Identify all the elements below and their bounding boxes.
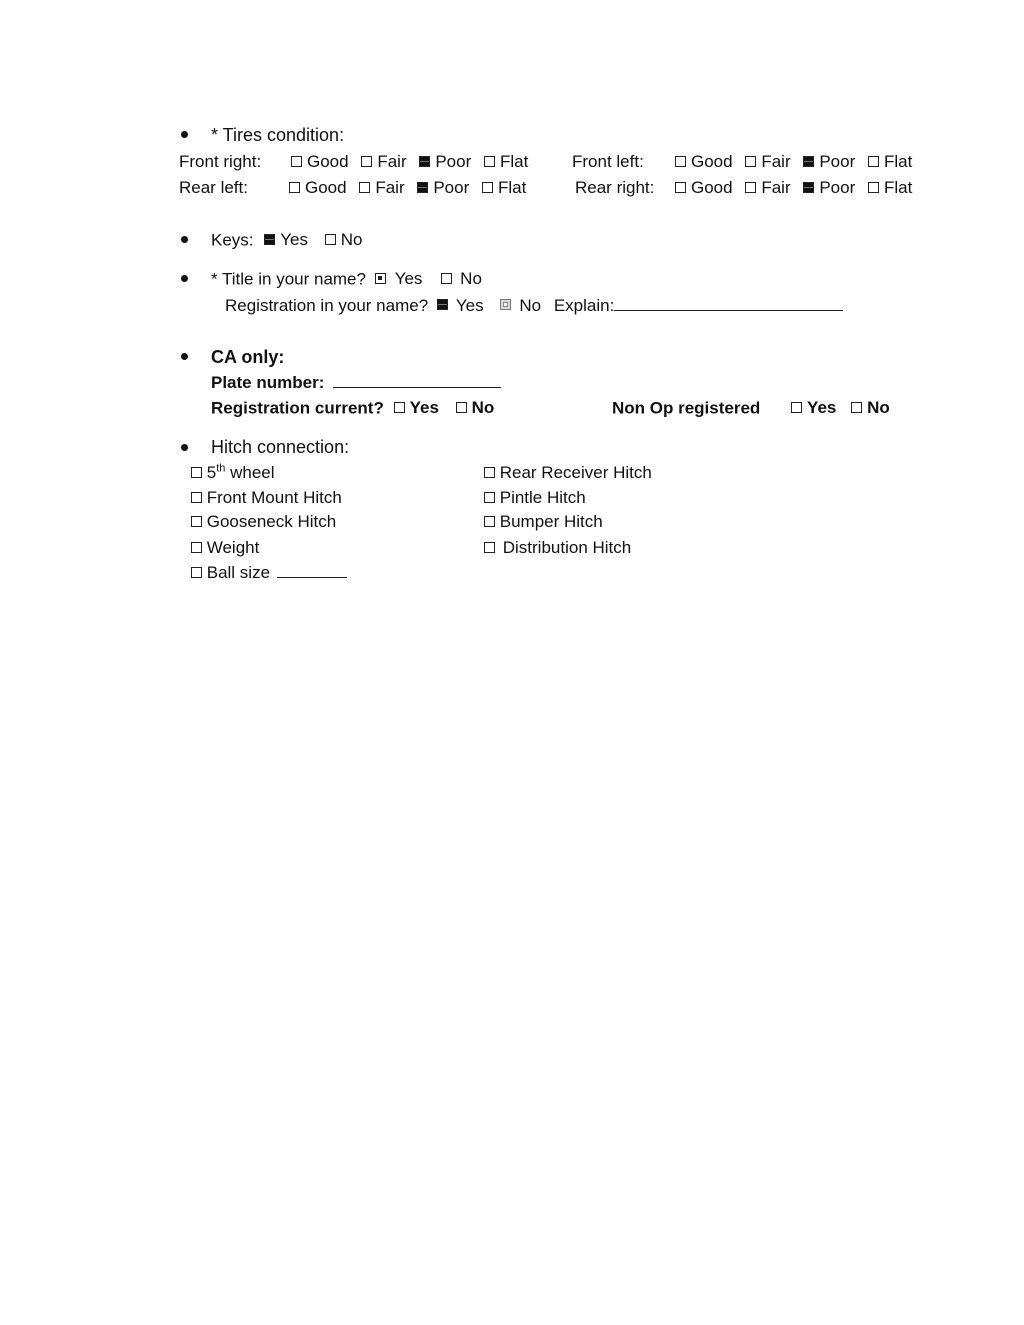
checkbox-icon[interactable] <box>484 516 495 527</box>
front-right-good[interactable]: Good <box>291 152 349 172</box>
rear-right-label: Rear right: <box>575 178 655 197</box>
explain-line[interactable] <box>614 295 843 311</box>
front-right-flat[interactable]: Flat <box>484 152 528 172</box>
front-left-label: Front left: <box>572 152 644 171</box>
rear-left-good[interactable]: Good <box>289 178 347 198</box>
rear-right-poor[interactable]: Poor <box>803 178 855 198</box>
checked-box-icon[interactable] <box>803 156 814 167</box>
hitch-pintle[interactable]: Pintle Hitch <box>484 488 586 508</box>
registration-row <box>225 295 843 316</box>
checkbox-icon[interactable] <box>191 467 202 478</box>
ball-size-line[interactable] <box>277 562 347 578</box>
reg-current-yes[interactable]: Yes <box>394 398 439 418</box>
checked-box-icon[interactable] <box>437 299 448 310</box>
checked-box-icon[interactable] <box>417 182 428 193</box>
nonop-row <box>612 398 898 419</box>
front-left-poor[interactable]: Poor <box>803 152 855 172</box>
hitch-front-mount[interactable]: Front Mount Hitch <box>191 488 342 508</box>
checkbox-icon[interactable] <box>191 567 202 578</box>
nonop-no[interactable]: No <box>851 398 890 418</box>
nonop-yes[interactable]: Yes <box>791 398 836 418</box>
bullet <box>181 131 188 138</box>
bullet <box>181 236 188 243</box>
plate-line[interactable] <box>333 372 501 388</box>
rear-right-fair[interactable]: Fair <box>745 178 790 198</box>
checkbox-icon[interactable] <box>191 542 202 553</box>
checked-box-icon[interactable] <box>803 182 814 193</box>
nonop-label: Non Op registered <box>612 398 761 418</box>
reg-current-no[interactable]: No <box>456 398 495 418</box>
rear-left-poor[interactable]: Poor <box>417 178 469 198</box>
keys-label: Keys: <box>211 230 254 250</box>
checkbox-icon[interactable] <box>484 492 495 503</box>
front-right-options <box>291 152 536 173</box>
checkbox-icon[interactable] <box>675 156 686 167</box>
dotted-box-icon[interactable] <box>375 273 386 284</box>
rear-left-options <box>289 178 534 199</box>
hitch-gooseneck[interactable]: Gooseneck Hitch <box>191 512 336 532</box>
rear-right-good[interactable]: Good <box>675 178 733 198</box>
plate-row <box>211 372 501 393</box>
checkbox-icon[interactable] <box>745 182 756 193</box>
rear-left-label: Rear left: <box>179 178 248 197</box>
bullet <box>181 444 188 451</box>
hitch-bumper[interactable]: Bumper Hitch <box>484 512 603 532</box>
registration-yes[interactable]: Yes <box>437 296 484 316</box>
front-right-poor[interactable]: Poor <box>419 152 471 172</box>
hitch-distribution[interactable]: Distribution Hitch <box>484 538 631 558</box>
title-yes[interactable]: Yes <box>375 269 423 289</box>
ca-heading: CA only: <box>211 347 285 367</box>
checkbox-icon[interactable] <box>325 234 336 245</box>
tires-heading: * Tires condition: <box>211 125 345 145</box>
reg-current-row <box>211 398 502 419</box>
front-left-options <box>675 152 920 173</box>
checkbox-icon[interactable] <box>745 156 756 167</box>
keys-no[interactable]: No <box>325 230 363 250</box>
registration-no[interactable]: No <box>500 296 541 316</box>
bullet <box>181 275 188 282</box>
checked-box-icon[interactable] <box>264 234 275 245</box>
checkbox-icon[interactable] <box>441 273 452 284</box>
bullet <box>181 353 188 360</box>
title-row <box>211 269 490 290</box>
hitch-rear-receiver[interactable]: Rear Receiver Hitch <box>484 463 652 483</box>
checkbox-icon[interactable] <box>456 402 467 413</box>
checkbox-icon[interactable] <box>394 402 405 413</box>
rear-right-flat[interactable]: Flat <box>868 178 912 198</box>
checkbox-icon[interactable] <box>868 156 879 167</box>
rear-right-options <box>675 178 920 199</box>
hitch-ball-size[interactable]: Ball size <box>191 562 347 583</box>
rear-left-fair[interactable]: Fair <box>359 178 404 198</box>
hitch-fifth-wheel[interactable]: 5th wheel <box>191 463 275 483</box>
hitch-heading: Hitch connection: <box>211 437 350 457</box>
checkbox-icon[interactable] <box>868 182 879 193</box>
front-right-fair[interactable]: Fair <box>361 152 406 172</box>
checkbox-icon[interactable] <box>191 492 202 503</box>
title-no[interactable]: No <box>441 269 482 289</box>
front-left-good[interactable]: Good <box>675 152 733 172</box>
checkbox-icon[interactable] <box>361 156 372 167</box>
front-left-fair[interactable]: Fair <box>745 152 790 172</box>
checkbox-icon[interactable] <box>484 542 495 553</box>
checkbox-icon[interactable] <box>291 156 302 167</box>
front-right-label: Front right: <box>179 152 262 171</box>
rear-left-flat[interactable]: Flat <box>482 178 526 198</box>
checkbox-icon[interactable] <box>675 182 686 193</box>
hitch-weight[interactable]: Weight <box>191 538 259 558</box>
keys-row <box>211 230 370 251</box>
checkbox-icon[interactable] <box>484 156 495 167</box>
reg-current-label: Registration current? <box>211 398 384 418</box>
keys-yes[interactable]: Yes <box>264 230 308 250</box>
greyed-box-icon[interactable] <box>500 299 511 310</box>
checkbox-icon[interactable] <box>191 516 202 527</box>
explain-label: Explain: <box>553 296 615 315</box>
plate-label: Plate number: <box>211 373 325 392</box>
title-label: * Title in your name? <box>211 269 366 289</box>
checkbox-icon[interactable] <box>484 467 495 478</box>
checkbox-icon[interactable] <box>359 182 370 193</box>
checked-box-icon[interactable] <box>419 156 430 167</box>
front-left-flat[interactable]: Flat <box>868 152 912 172</box>
registration-label: Registration in your name? <box>225 296 429 315</box>
checkbox-icon[interactable] <box>482 182 493 193</box>
checkbox-icon[interactable] <box>851 402 862 413</box>
checkbox-icon[interactable] <box>791 402 802 413</box>
checkbox-icon[interactable] <box>289 182 300 193</box>
